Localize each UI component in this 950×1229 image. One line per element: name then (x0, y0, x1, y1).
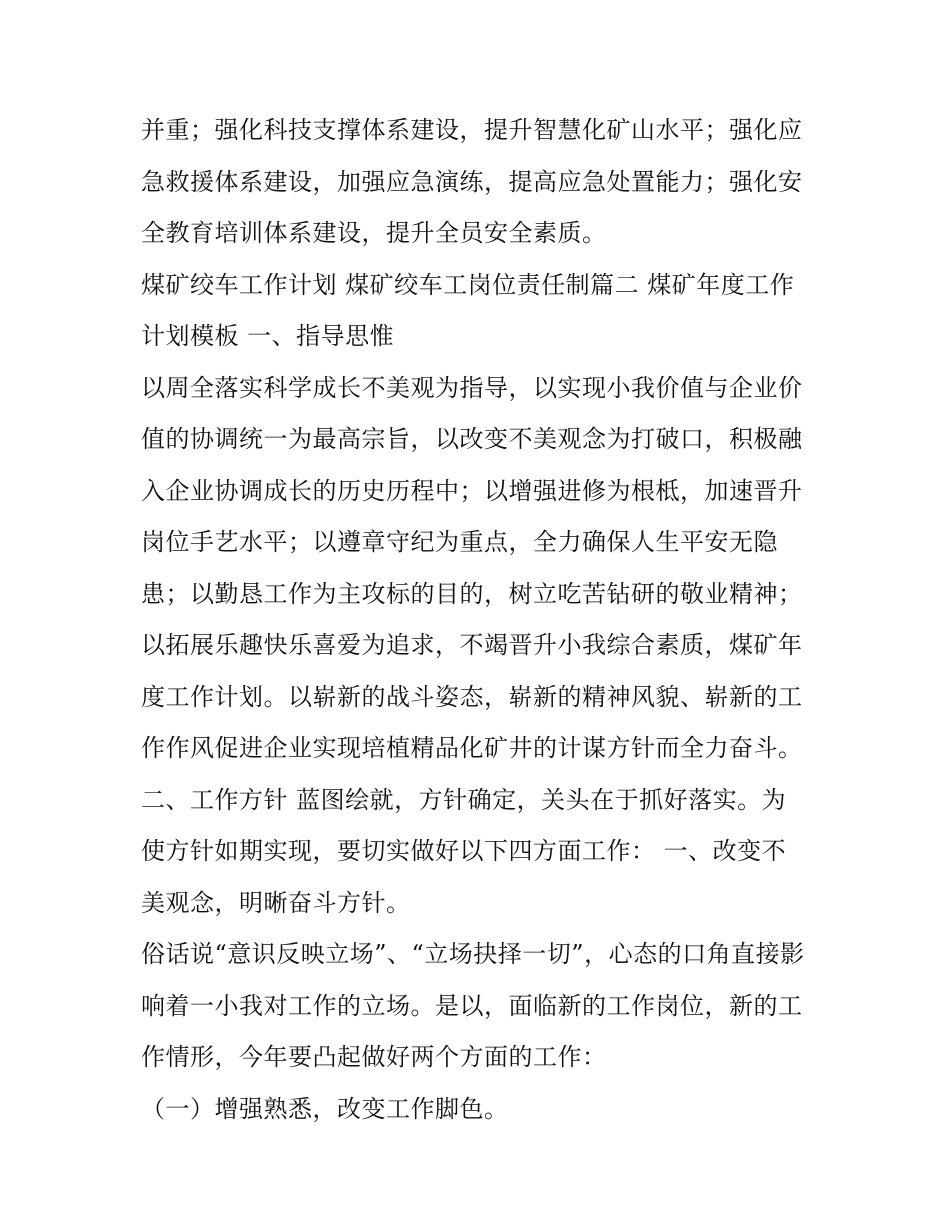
text-line: 作情形，今年要凸起做好两个方面的工作： (141, 1043, 607, 1071)
section-heading-line: 计划模板 一、指导思惟 (141, 322, 395, 350)
text-line: 入企业协调成长的历史历程中；以增强进修为根柢，加速晋升 (141, 476, 803, 505)
text-line: 全教育培训体系建设，提升全员安全素质。 (141, 219, 607, 247)
text-line: 以拓展乐趣快乐喜爱为追求，不竭晋升小我综合素质，煤矿年 (141, 631, 803, 659)
text-line: 并重；强化科技支撑体系建设，提升智慧化矿山水平；强化应 (141, 116, 803, 144)
text-line: 岗位手艺水平；以遵章守纪为重点，全力确保人生平安无隐 (141, 528, 778, 556)
text-line: 美观念，明晰奋斗方针。 (141, 888, 411, 917)
document-body (141, 105, 821, 1135)
text-line: 急救援体系建设，加强应急演练，提高应急处置能力；强化安 (141, 167, 803, 196)
text-line: 二、工作方针 蓝图绘就，方针确定，关头在于抓好落实。为 (141, 785, 787, 814)
text-line: 以周全落实科学成长不美观为指导，以实现小我价值与企业价 (141, 373, 803, 402)
text-line: 患；以勤恳工作为主攻标的目的，树立吃苦钻研的敬业精神； (141, 579, 803, 608)
section-heading-line: 煤矿绞车工作计划 煤矿绞车工岗位责任制篇二 煤矿年度工作 (141, 270, 795, 299)
text-line: 俗话说“意识反映立场”、“立场抉择一切”，心态的口角直接影 (141, 940, 805, 968)
text-line: 值的协调统一为最高宗旨，以改变不美观念为打破口，积极融 (141, 425, 803, 453)
text-line: 作作风促进企业实现培植精品化矿井的计谋方针而全力奋斗。 (141, 734, 803, 762)
subsection-heading-line: （一）增强熟悉，改变工作脚色。 (141, 1094, 509, 1123)
text-line: 响着一小我对工作的立场。是以，面临新的工作岗位，新的工 (141, 991, 803, 1020)
text-line: 使方针如期实现，要切实做好以下四方面工作： 一、改变不 (141, 837, 787, 865)
text-line: 度工作计划。以崭新的战斗姿态，崭新的精神风貌、崭新的工 (141, 682, 803, 711)
